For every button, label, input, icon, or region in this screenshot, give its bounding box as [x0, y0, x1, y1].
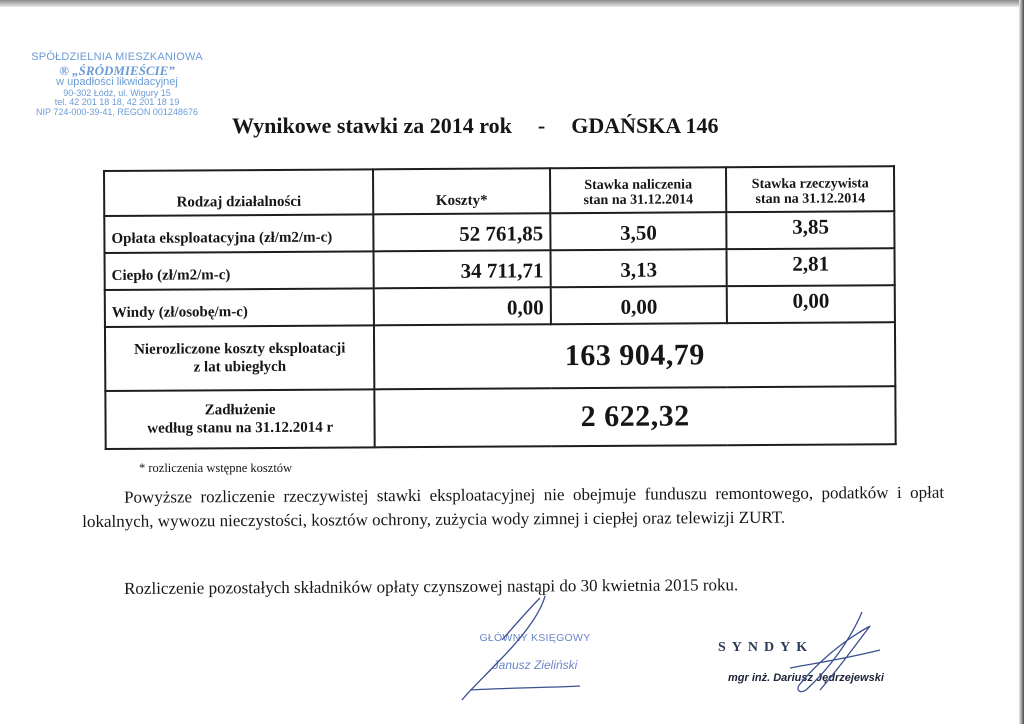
table-header-row [104, 166, 894, 216]
header-rate-actual [726, 166, 894, 212]
row-rate-actual: 2,81 [727, 248, 895, 286]
trustee-role: SYNDYK [718, 640, 814, 655]
debt-label-line2: według stanu na 31.12.2014 r [147, 419, 334, 437]
trustee-name: mgr inż. Dariusz Jędrzejewski [728, 672, 884, 684]
unsettled-costs-value: 163 904,79 [374, 322, 895, 389]
title-main: Wynikowe stawki za 2014 rok [232, 113, 512, 138]
row-costs: 0,00 [374, 287, 551, 325]
stamp-line-2: ® „ŚRÓDMIEŚCIE” [59, 62, 175, 78]
chief-accountant-name: Janusz Zieliński [492, 658, 578, 672]
unsettled-costs-label-line1: Nierozliczone koszty eksploatacji [134, 340, 346, 358]
stamp-line-1: SPÓŁDZIELNIA MIESZKANIOWA [31, 51, 203, 63]
cooperative-stamp [12, 52, 222, 117]
header-rate-actual-line2: stan na 31.12.2014 [755, 191, 866, 208]
row-label: Windy (zł/osobę/m-c) [105, 288, 375, 327]
paragraph-exclusions: Powyższe rozliczenie rzeczywistej stawki eksploatacyjnej nie obejmuje funduszu remontowego, podatków i opłat lokalnych, wywozu nieczystości, kosztów ochrony, zużycia wody zimnej i ciepłej oraz telewizji ZURT. [82, 482, 945, 531]
trustee-stamp [718, 640, 908, 684]
row-costs: 52 761,85 [374, 213, 551, 251]
unsettled-costs-label-line2: z lat ubiegłych [193, 358, 287, 376]
header-rate-charged-line2: stan na 31.12.2014 [583, 192, 694, 209]
table-row [105, 285, 895, 327]
row-rate-charged: 3,50 [550, 212, 727, 250]
debt-value: 2 622,32 [375, 386, 896, 447]
header-rate-charged [550, 167, 727, 213]
footnote: * rozliczenia wstępne kosztów [139, 461, 293, 475]
debt-label [105, 389, 375, 449]
title-address: GDAŃSKA 146 [571, 113, 719, 138]
stamp-line-4: 90-302 Łódź, ul. Wigury 15 [63, 87, 171, 98]
paragraph-settlement-date: Rozliczenie pozostałych składników opłaty czynszowej nastąpi do 30 kwietnia 2015 roku. [124, 575, 739, 598]
row-rate-actual: 3,85 [727, 211, 895, 249]
stamp-line-5: tel. 42 201 18 18, 42 201 18 19 [54, 97, 180, 108]
row-label: Opłata eksploatacyjna (zł/m2/m-c) [104, 214, 374, 253]
row-label: Ciepło (zł/m2/m-c) [105, 251, 375, 290]
chief-accountant-role: GŁÓWNY KSIĘGOWY [479, 632, 591, 644]
scan-edge-top [0, 0, 1024, 7]
unsettled-costs-row [105, 322, 895, 391]
rates-table [103, 165, 897, 450]
row-costs: 34 711,71 [374, 250, 551, 288]
row-rate-charged: 0,00 [551, 286, 728, 324]
unsettled-costs-label [105, 325, 375, 391]
document-title [232, 113, 719, 139]
header-activity: Rodzaj działalności [104, 169, 374, 216]
scan-edge-right [1019, 0, 1024, 724]
header-costs: Koszty* [373, 168, 550, 214]
row-rate-actual: 0,00 [727, 285, 895, 323]
stamp-line-3: w upadłości likwidacyjnej [56, 76, 178, 89]
table-row [104, 211, 894, 253]
row-rate-charged: 3,13 [550, 249, 727, 287]
debt-row [105, 386, 895, 449]
title-separator: - [537, 113, 546, 138]
header-rate-charged-line1: Stawka naliczenia [584, 177, 693, 193]
header-rate-actual-line1: Stawka rzeczywista [751, 175, 869, 192]
table-row [105, 248, 895, 290]
stamp-line-6: NIP 724-000-39-41, REGON 001248676 [36, 106, 198, 117]
debt-label-line1: Zadłużenie [204, 401, 276, 419]
chief-accountant-stamp [440, 632, 630, 672]
